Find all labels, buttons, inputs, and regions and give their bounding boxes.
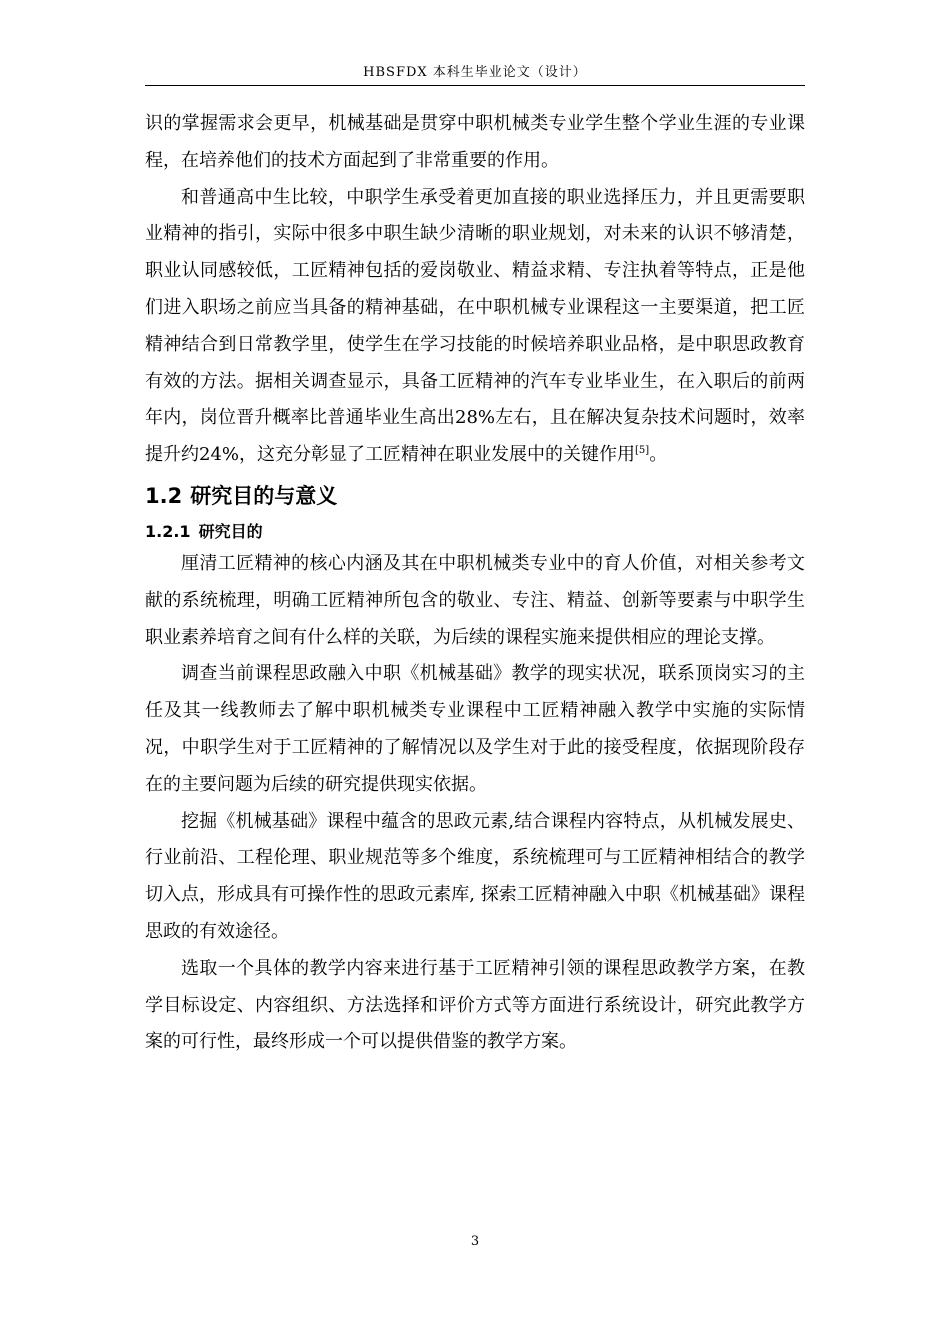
page-number: 3 bbox=[470, 1234, 480, 1249]
citation-ref[interactable]: [5] bbox=[635, 445, 650, 457]
paragraph-career-pressure bbox=[145, 180, 805, 474]
research-aim-paragraph-1: 厘清工匠精神的核心内涵及其在中职机械类专业中的育人价值，对相关参考文献的系统梳理，明确工匠精神所包含的敬业、专注、精益、创新等要素与中职学生职业素养培育之间有什么样的关联，为后续的课程实施来提供相应的理论支撑。 bbox=[145, 552, 805, 648]
section-title: 研究目的与意义 bbox=[190, 483, 338, 508]
paragraph-end-punct: 。 bbox=[649, 444, 668, 466]
page-body bbox=[145, 106, 805, 1061]
section-heading-1-2-1 bbox=[145, 518, 805, 546]
running-header: HBSFDX 本科生毕业论文（设计） bbox=[363, 65, 587, 80]
research-aim-paragraph-3: 挖掘《机械基础》课程中蕴含的思政元素,结合课程内容特点，从机械发展史、行业前沿、工程伦理、职业规范等多个维度，系统梳理可与工匠精神相结合的教学切入点，形成具有可操作性的思政元素库, 探索工匠精神融入中职《机械基础》课程思政的有效途径。 bbox=[145, 810, 805, 942]
section-number: 1.2 bbox=[145, 483, 183, 508]
subsection-number: 1.2.1 bbox=[145, 521, 191, 541]
subsection-title: 研究目的 bbox=[198, 521, 263, 541]
paragraph-text: 和普通高中生比较，中职学生承受着更加直接的职业选择压力，并且更需要职业精神的指引，实际中很多中职生缺少清晰的职业规划，对未来的认识不够清楚，职业认同感较低，工匠精神包括的爱岗敬业、精益求精、专注执着等特点，正是他们进入职场之前应当具备的精神基础，在中职机械专业课程这一主要渠道，把工匠精神结合到日常教学里，使学生在学习技能的时候培养职业品格，是中职思政教育有效的方法。据相关调查显示，具备工匠精神的汽车专业毕业生，在入职后的前两年内，岗位晋升概率比普通毕业生高出28%左右，且在解决复杂技术问题时，效率提升约24%，这充分彰显了工匠精神在职业发展中的关键作用 bbox=[145, 186, 805, 466]
paragraph-continuation: 识的掌握需求会更早，机械基础是贯穿中职机械类专业学生整个学业生涯的专业课程，在培养他们的技术方面起到了非常重要的作用。 bbox=[145, 113, 805, 171]
header-rule bbox=[145, 85, 805, 86]
section-heading-1-2 bbox=[145, 474, 805, 518]
research-aim-paragraph-4: 选取一个具体的教学内容来进行基于工匠精神引领的课程思政教学方案，在教学目标设定、内容组织、方法选择和评价方式等方面进行系统设计，研究此教学方案的可行性，最终形成一个可以提供借鉴的教学方案。 bbox=[145, 957, 805, 1053]
research-aim-paragraph-2: 调查当前课程思政融入中职《机械基础》教学的现实状况，联系顶岗实习的主任及其一线教师去了解中职机械类专业课程中工匠精神融入教学中实施的实际情况，中职学生对于工匠精神的了解情况以及学生对于此的接受程度，依据现阶段存在的主要问题为后续的研究提供现实依据。 bbox=[145, 663, 805, 795]
